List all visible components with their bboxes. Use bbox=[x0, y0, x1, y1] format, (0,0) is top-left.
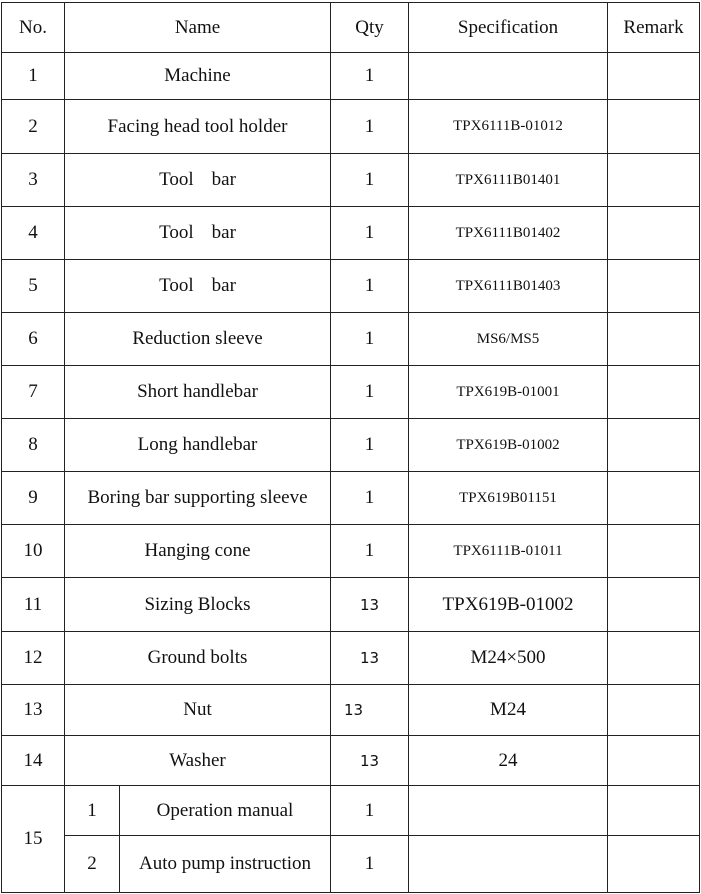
row-spec: TPX6111B01403 bbox=[409, 260, 608, 313]
row-qty: 1 bbox=[331, 207, 409, 260]
table-row bbox=[2, 736, 700, 786]
row-qty: 13 bbox=[331, 685, 409, 736]
row-name-part-b: bar bbox=[211, 169, 236, 190]
header-spec: Specification bbox=[409, 3, 608, 53]
row-no: 3 bbox=[2, 154, 65, 207]
row-qty: 1 bbox=[331, 154, 409, 207]
row-spec: TPX6111B01402 bbox=[409, 207, 608, 260]
row-name bbox=[65, 207, 331, 260]
row-remark bbox=[608, 419, 700, 472]
row-qty: 1 bbox=[331, 260, 409, 313]
row-remark bbox=[608, 736, 700, 786]
row-spec: 24 bbox=[409, 736, 608, 786]
row-remark bbox=[608, 100, 700, 154]
row-name: Long handlebar bbox=[65, 419, 331, 472]
row-name: Sizing Blocks bbox=[65, 578, 331, 632]
table-row bbox=[2, 313, 700, 366]
row-name: Boring bar supporting sleeve bbox=[65, 472, 331, 525]
row-qty: 1 bbox=[331, 419, 409, 472]
row-name-part-b: bar bbox=[211, 275, 236, 296]
row-no: 5 bbox=[2, 260, 65, 313]
row-remark bbox=[608, 260, 700, 313]
row-spec: TPX619B-01002 bbox=[409, 578, 608, 632]
table-row bbox=[2, 207, 700, 260]
table-row bbox=[2, 100, 700, 154]
row-spec bbox=[409, 53, 608, 100]
row-no: 10 bbox=[2, 525, 65, 578]
row-remark bbox=[608, 685, 700, 736]
row-spec: M24×500 bbox=[409, 632, 608, 685]
row-name: Facing head tool holder bbox=[65, 100, 331, 154]
row-remark bbox=[608, 786, 700, 836]
row-no: 12 bbox=[2, 632, 65, 685]
header-remark: Remark bbox=[608, 3, 700, 53]
table-row bbox=[2, 632, 700, 685]
row-remark bbox=[608, 154, 700, 207]
table-row bbox=[2, 366, 700, 419]
row-spec: TPX619B01151 bbox=[409, 472, 608, 525]
row-remark bbox=[608, 632, 700, 685]
table-row bbox=[2, 836, 700, 893]
row-name-part-b: bar bbox=[211, 222, 236, 243]
row-remark bbox=[608, 836, 700, 893]
table-row bbox=[2, 578, 700, 632]
row-spec bbox=[409, 786, 608, 836]
row-qty: 13 bbox=[331, 578, 409, 632]
table-row bbox=[2, 154, 700, 207]
header-name: Name bbox=[65, 3, 331, 53]
table-row bbox=[2, 472, 700, 525]
table-row bbox=[2, 53, 700, 100]
row-qty: 1 bbox=[331, 786, 409, 836]
table-row bbox=[2, 786, 700, 836]
row-qty: 1 bbox=[331, 366, 409, 419]
row-no: 8 bbox=[2, 419, 65, 472]
table-row bbox=[2, 525, 700, 578]
row-sub-no: 1 bbox=[65, 786, 120, 836]
row-name: Machine bbox=[65, 53, 331, 100]
row-remark bbox=[608, 578, 700, 632]
row-no: 1 bbox=[2, 53, 65, 100]
row-no: 2 bbox=[2, 100, 65, 154]
row-qty: 1 bbox=[331, 836, 409, 893]
row-remark bbox=[608, 313, 700, 366]
row-name: Auto pump instruction bbox=[120, 836, 331, 893]
row-spec: TPX619B-01001 bbox=[409, 366, 608, 419]
row-qty: 1 bbox=[331, 53, 409, 100]
row-name: Short handlebar bbox=[65, 366, 331, 419]
row-no: 9 bbox=[2, 472, 65, 525]
row-name: Nut bbox=[65, 685, 331, 736]
row-spec: M24 bbox=[409, 685, 608, 736]
row-name-part-a: Tool bbox=[159, 222, 194, 243]
row-name-part-a: Tool bbox=[159, 275, 194, 296]
row-name: Hanging cone bbox=[65, 525, 331, 578]
row-remark bbox=[608, 53, 700, 100]
row-name bbox=[65, 260, 331, 313]
row-name: Reduction sleeve bbox=[65, 313, 331, 366]
row-no: 15 bbox=[2, 786, 65, 893]
row-remark bbox=[608, 525, 700, 578]
row-qty: 13 bbox=[331, 632, 409, 685]
row-remark bbox=[608, 472, 700, 525]
row-remark bbox=[608, 207, 700, 260]
row-no: 14 bbox=[2, 736, 65, 786]
row-spec: TPX6111B01401 bbox=[409, 154, 608, 207]
row-qty: 1 bbox=[331, 313, 409, 366]
row-name: Ground bolts bbox=[65, 632, 331, 685]
table-row bbox=[2, 260, 700, 313]
row-qty: 1 bbox=[331, 525, 409, 578]
row-name: Washer bbox=[65, 736, 331, 786]
row-spec: TPX6111B-01011 bbox=[409, 525, 608, 578]
header-qty: Qty bbox=[331, 3, 409, 53]
row-qty: 13 bbox=[331, 736, 409, 786]
row-name-part-a: Tool bbox=[159, 169, 194, 190]
header-no: No. bbox=[2, 3, 65, 53]
parts-list-table bbox=[1, 2, 700, 893]
row-no: 4 bbox=[2, 207, 65, 260]
header-row bbox=[2, 3, 700, 53]
row-spec bbox=[409, 836, 608, 893]
row-no: 11 bbox=[2, 578, 65, 632]
row-name: Operation manual bbox=[120, 786, 331, 836]
row-no: 6 bbox=[2, 313, 65, 366]
row-remark bbox=[608, 366, 700, 419]
row-no: 7 bbox=[2, 366, 65, 419]
row-spec: MS6/MS5 bbox=[409, 313, 608, 366]
row-no: 13 bbox=[2, 685, 65, 736]
row-spec: TPX619B-01002 bbox=[409, 419, 608, 472]
row-qty: 1 bbox=[331, 100, 409, 154]
row-sub-no: 2 bbox=[65, 836, 120, 893]
table-row bbox=[2, 685, 700, 736]
row-spec: TPX6111B-01012 bbox=[409, 100, 608, 154]
table-row bbox=[2, 419, 700, 472]
row-qty: 1 bbox=[331, 472, 409, 525]
row-name bbox=[65, 154, 331, 207]
